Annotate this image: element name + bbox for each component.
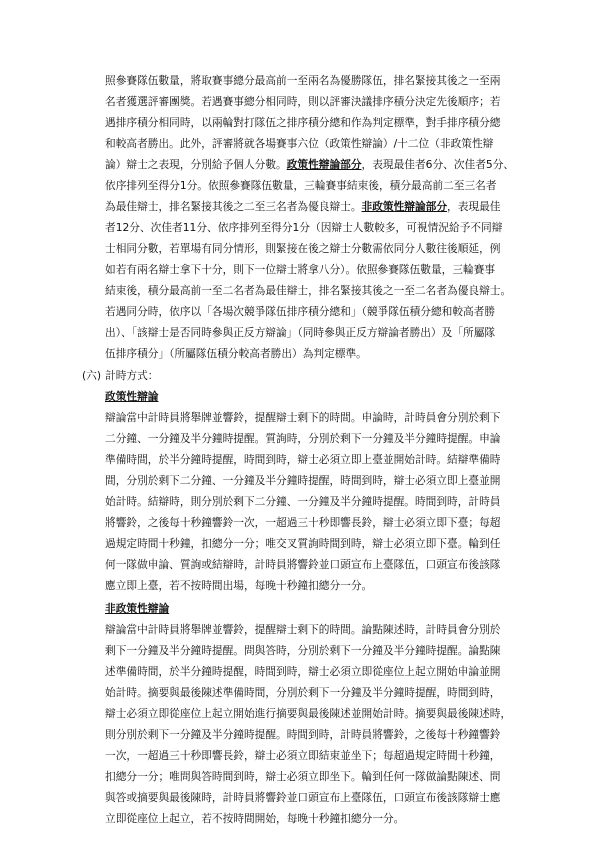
text-line: 辯論當中計時員將舉牌並響鈴，提醒辯士剩下的時間。論點陳述時，計時員會分別於 <box>105 623 501 636</box>
text-line: 間，分別於剩下二分鐘、一分鐘及半分鐘時提醒，時間到時，辯士必須立即上臺並開 <box>105 474 501 487</box>
text-line: 應立即上臺，若不按時間出場，每晚十秒鐘扣總分一分。 <box>105 579 373 592</box>
text-line: 照參賽隊伍數量，將取賽事總分最高前一至兩名為優勝隊伍，排名緊接其後之一至兩 <box>105 74 501 87</box>
text-line: 立即從座位上起立，若不按時間開始，每晚十秒鐘扣總分一分。 <box>105 812 405 825</box>
text-line <box>105 196 500 217</box>
text-line: 辯士必須立即從座位上起立開始進行摘要與最後陳述並開始計時。摘要與最後陳述時， <box>105 707 512 720</box>
text-span: ，表現最佳者6分、次佳者5分、 <box>361 158 515 171</box>
text-line: 遇排序積分相同時，以兩輪對打隊伍之排序積分總和作為判定標準，對手排序積分總 <box>105 116 501 129</box>
subsection-heading: 非政策性辯論 <box>105 602 170 615</box>
text-span: 為最佳辯士，排名緊接其後之二至三名者為優良辯士。 <box>105 200 362 213</box>
non-policy-debate-emphasis: 非政策性辯論部分 <box>361 200 448 213</box>
text-line: 準備時間，於半分鐘時提醒，時間到時，辯士必須立即上臺並開始計時。結辯準備時 <box>105 453 501 466</box>
text-line: 述準備時間，於半分鐘時提醒，時間到時，辯士必須立即從座位上起立開始申論並開 <box>105 665 501 678</box>
text-line: 一次，一超過三十秒即響長鈴，辯士必須立即結束並坐下；每超過規定時間十秒鐘， <box>105 749 501 762</box>
text-line: 與答或摘要與最後陳時，計時員將響鈴並口頭宣布上臺隊伍，口頭宣布後該隊辯士應 <box>105 791 501 804</box>
text-span: ，表現最佳 <box>447 200 501 213</box>
text-line <box>105 154 514 175</box>
text-line: 則分別於剩下一分鐘及半分鐘時提醒。時間到時，計時員將響鈴，之後每十秒鐘響鈴 <box>105 728 501 741</box>
text-line: 始計時。結辯時，則分別於剩下二分鐘、一分鐘及半分鐘時提醒。時間到時，計時員 <box>105 495 501 508</box>
text-line: 和較高者勝出。此外，評審將就各場賽事六位（政策性辯論）/十二位（非政策性辯 <box>105 137 494 150</box>
section-title: 計時方式： <box>105 369 159 382</box>
text-line: 依序排列至得分1分。依照參賽隊伍數量，三輪賽事結束後，積分最高前二至三名者 <box>105 179 497 192</box>
text-span: 論）辯士之表現，分別給予個人分數。 <box>105 158 287 171</box>
text-line: 何一隊做申論、質詢或結辯時，計時員將響鈴並口頭宣布上臺隊伍，口頭宣布後該隊 <box>105 558 501 571</box>
text-line: 伍排序積分」（所屬隊伍積分較高者勝出）為判定標準。 <box>105 347 367 360</box>
text-line: 剩下一分鐘及半分鐘時提醒。問與答時，分別於剩下一分鐘及半分鐘時提醒。論點陳 <box>105 644 501 657</box>
text-line: 將響鈴，之後每十秒鐘響鈴一次，一超過三十秒即響長鈴，辯士必須立即下臺；每超 <box>105 516 501 529</box>
section-marker: (六) <box>82 369 102 382</box>
text-line: 過規定時間十秒鐘，扣總分一分；唯交叉質詢時間到時，辯士必須立即下臺。輪到任 <box>105 537 501 550</box>
subsection-heading: 政策性辯論 <box>105 390 159 403</box>
text-line: 士相同分數，若單場有同分情形，則緊接在後之辯士分數需依同分人數往後順延，例 <box>105 242 501 255</box>
text-line: 如若有兩名辯士拿下十分，則下一位辯士將拿八分）。依照參賽隊伍數量，三輪賽事 <box>105 263 496 276</box>
text-line: 扣總分一分；唯問與答時間到時，辯士必須立即坐下。輪到任何一隊做論點陳述、問 <box>105 770 501 783</box>
text-line: 若遇同分時，依序以「各場次競爭隊伍排序積分總和」（競爭隊伍積分總和較高者勝 <box>105 305 496 318</box>
text-line: 始計時。摘要與最後陳述準備時間，分別於剩下一分鐘及半分鐘時提醒，時間到時， <box>105 686 501 699</box>
text-line: 辯論當中計時員將舉牌並響鈴，提醒辯士剩下的時間。申論時，計時員會分別於剩下 <box>105 411 501 424</box>
text-line: 出）、「該辯士是否同時參與正反方辯論」（同時參與正反方辯論者勝出）及「所屬隊 <box>105 326 496 339</box>
text-line: 名者獲選評審團獎。若遇賽事總分相同時，則以評審決議排序積分決定先後順序；若 <box>105 95 501 108</box>
policy-debate-emphasis: 政策性辯論部分 <box>286 158 362 171</box>
text-line: 二分鐘、一分鐘及半分鐘時提醒。質詢時，分別於剩下一分鐘及半分鐘時提醒。申論 <box>105 432 501 445</box>
text-line: 者12分、次佳者11分、依序排列至得分1分（因辯士人數較多，可視情況給予不同辯 <box>105 221 503 234</box>
text-line: 結束後，積分最高前一至二名者為最佳辯士，排名緊接其後之一至二名者為優良辯士。 <box>105 284 512 297</box>
